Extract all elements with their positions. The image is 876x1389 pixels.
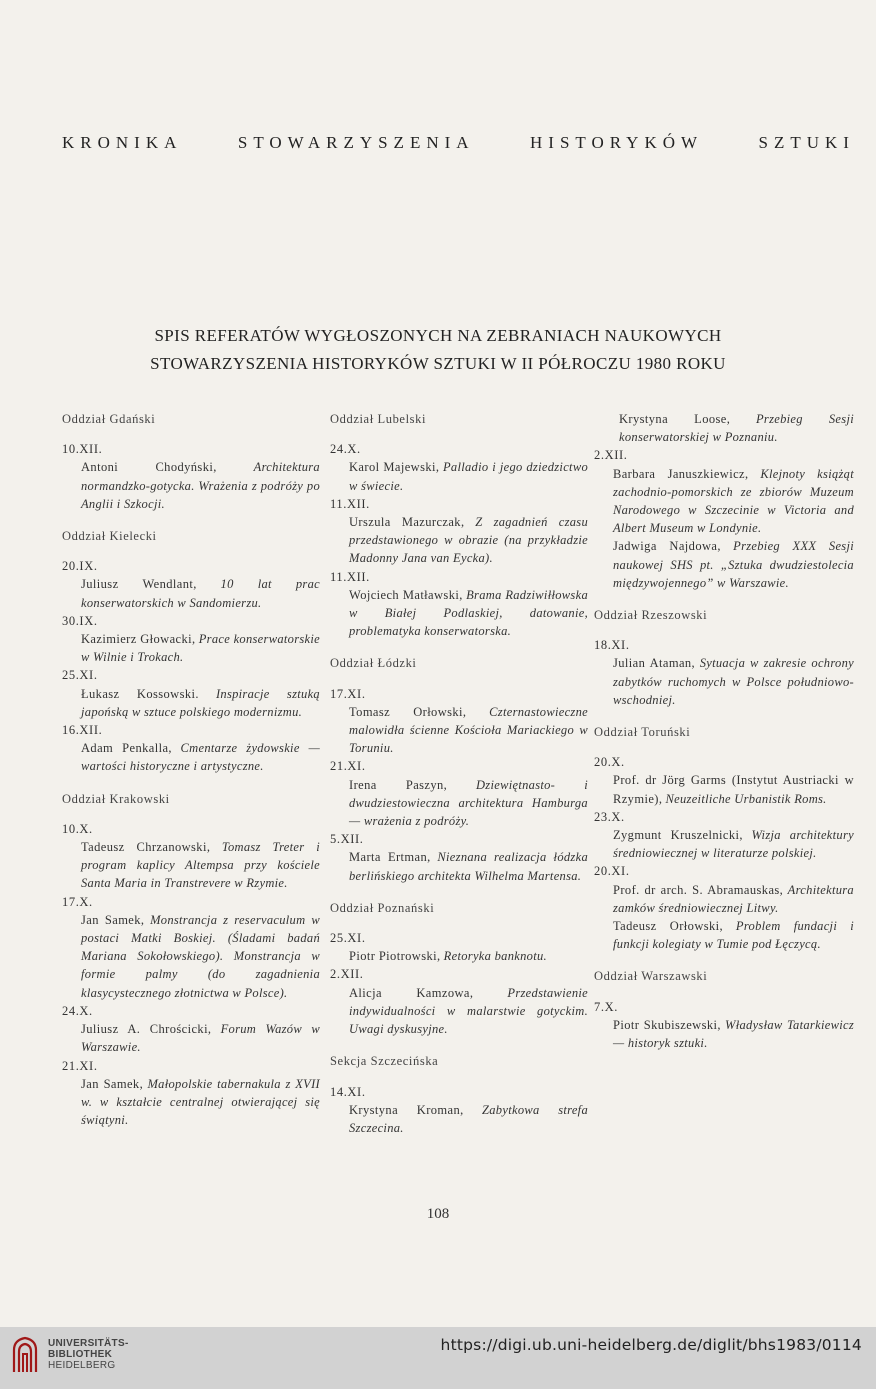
entry-title: 10 lat prac konserwatorskich w Sandomierzu. <box>81 577 320 610</box>
section <box>330 410 588 640</box>
entry-author: Jan Samek, <box>81 1076 144 1091</box>
lecture-entry <box>62 1002 320 1057</box>
entry-date: 24.X. <box>330 442 361 457</box>
entry-title: Klejnoty książąt zachodnio-pomorskich ze zbiorów Muzeum Narodowego w Szczecinie w Victoria and Albert Museum w Londynie. <box>613 466 854 536</box>
entry-author: Jadwiga Najdowa, <box>613 539 721 554</box>
entry-author: Irena Paszyn, <box>349 777 448 792</box>
entry-title: Dziewiętnasto- i dwudziestowieczna architektura Hamburga — wrażenia z podróży. <box>349 777 588 829</box>
logo-line: HEIDELBERG <box>48 1359 116 1371</box>
entry-date: 25.XI. <box>62 668 98 683</box>
lecture-entry <box>594 446 854 537</box>
entry-title: Zabytkowa strefa Szczecina. <box>349 1102 589 1135</box>
column-right-sections <box>594 446 854 1052</box>
section <box>330 899 588 1038</box>
entry-title: Czternastowieczne malowidła ścienne Kościoła Mariackiego w Toruniu. <box>349 704 588 756</box>
entry-date: 30.IX. <box>62 613 98 628</box>
entry-title: Władysław Tatarkiewicz — historyk sztuki. <box>613 1017 854 1051</box>
lecture-entry <box>330 757 588 830</box>
column-right <box>594 410 854 1058</box>
entry-author: Tadeusz Chrzanowski, <box>81 840 211 855</box>
lecture-entry <box>594 862 854 917</box>
entry-date: 20.XI. <box>594 864 630 879</box>
lecture-entry <box>330 1083 588 1138</box>
entry-author: Prof. dr Jörg Garms (Instytut Austriacki w Rzymie), <box>613 773 854 806</box>
lecture-entry <box>62 666 320 721</box>
entry-author: Piotr Piotrowski, <box>349 949 441 964</box>
entry-title: Brama Radziwiłłowska w Białej Podlaskiej, datowanie, problematyka konserwatorska. <box>349 587 588 639</box>
lecture-entry <box>62 1057 320 1130</box>
entry-date: 5.XII. <box>330 832 364 847</box>
entry-date: 11.XII. <box>330 496 370 511</box>
running-head <box>62 133 855 153</box>
entry-title: Prace konserwatorskie w Wilnie i Trokach. <box>81 632 321 665</box>
entry-author: Zygmunt Kruszelnicki, <box>613 828 743 843</box>
entry-date: 10.XII. <box>62 442 103 457</box>
lecture-entry <box>62 820 320 893</box>
entry-author: Alicja Kamzowa, <box>349 985 474 1000</box>
lecture-entry <box>62 893 320 1002</box>
section <box>330 1052 588 1137</box>
entry-date: 11.XII. <box>330 569 370 584</box>
entry-title: Przebieg XXX Sesji naukowej SHS pt. „Sztuka dwudziestolecia międzywojennego” w Warszawie. <box>613 539 855 590</box>
section <box>62 410 320 513</box>
section-heading: Oddział Kielecki <box>62 529 157 544</box>
section <box>62 790 320 1130</box>
entry-date: 14.XI. <box>330 1084 366 1099</box>
lecture-entry <box>594 636 854 709</box>
library-logo[interactable] <box>10 1334 129 1374</box>
entry-date: 23.X. <box>594 809 625 824</box>
lecture-entry <box>62 440 320 513</box>
footer-bar <box>0 1327 876 1389</box>
entry-date: 18.XI. <box>594 638 630 653</box>
entry-title: Małopolskie tabernakula z XVII w. w kształcie centralnej otwierającej się świątyni. <box>81 1076 321 1128</box>
section-heading: Oddział Gdański <box>62 412 156 426</box>
entry-author: Karol Majewski, <box>349 460 440 475</box>
lecture-entry <box>330 495 588 568</box>
entry-author: Jan Samek, <box>81 912 145 927</box>
entry-author: Juliusz A. Chrościcki, <box>81 1022 212 1037</box>
entry-author: Krystyna Kroman, <box>349 1102 464 1117</box>
section <box>330 654 588 884</box>
running-head-word: KRONIKA <box>62 133 183 152</box>
entry-author: Wojciech Matławski, <box>349 587 463 602</box>
lecture-entry <box>594 808 854 863</box>
entry-author: Tomasz Orłowski, <box>349 704 467 719</box>
entry-author: Łukasz Kossowski. <box>81 686 199 701</box>
entry-title: Forum Wazów w Warszawie. <box>81 1022 321 1055</box>
entry-title: Cmentarze żydowskie — wartości historyczne i artystyczne. <box>81 741 320 774</box>
library-seal-icon <box>10 1334 40 1374</box>
title-line-1: SPIS REFERATÓW WYGŁOSZONYCH NA ZEBRANIACH NAUKOWYCH <box>154 326 722 345</box>
entry-author: Juliusz Wendlant, <box>81 577 197 592</box>
page-title <box>0 322 876 378</box>
entry-author: Prof. dr arch. S. Abramauskas, <box>613 882 784 897</box>
entry-date: 17.X. <box>62 894 93 909</box>
entry-title: Architektura zamków średniowiecznej Litwy. <box>613 882 854 915</box>
section <box>594 723 854 953</box>
entry-date: 16.XII. <box>62 723 103 738</box>
entry-title: Problem fundacji i funkcji kolegiaty w Tumie pod Łęczycą. <box>613 919 854 952</box>
entry-date: 21.XI. <box>330 759 366 774</box>
entry-author: Adam Penkalla, <box>81 741 172 756</box>
section-heading: Oddział Łódzki <box>330 656 417 671</box>
logo-line: BIBLIOTHEK <box>48 1348 113 1360</box>
entry-author: Tadeusz Orłowski, <box>613 919 724 934</box>
lecture-entry <box>330 440 588 495</box>
section <box>594 606 854 709</box>
lecture-entry <box>330 685 588 758</box>
lecture-entry <box>594 998 854 1053</box>
entry-title: Palladio i jego dziedzictwo w świecie. <box>349 460 589 493</box>
entry-author: Urszula Mazurczak, <box>349 515 465 530</box>
section-heading: Oddział Poznański <box>330 900 435 915</box>
lecture-entry <box>62 612 320 667</box>
logo-text <box>48 1338 129 1371</box>
section-heading: Sekcja Szczecińska <box>330 1054 439 1069</box>
lecture-entry <box>594 537 854 592</box>
section <box>62 527 320 776</box>
entry-author: Piotr Skubiszewski, <box>613 1017 721 1032</box>
entry-author: Kazimierz Głowacki, <box>81 632 196 647</box>
page-number: 108 <box>426 1206 450 1222</box>
lecture-entry <box>62 721 320 776</box>
entry-title: Tomasz Treter i program kaplicy Altempsa przy kościele Santa Maria in Transtrevere w Rzymie. <box>81 840 320 891</box>
section <box>594 967 854 1052</box>
lecture-entry <box>594 917 854 953</box>
lead-entry <box>594 410 854 446</box>
column-left <box>62 410 320 1135</box>
entry-title: Retoryka banknotu. <box>443 949 547 964</box>
running-head-word: HISTORYKÓW <box>530 133 704 152</box>
entry-title: Wizja architektury średniowiecznej w literaturze polskiej. <box>613 828 854 861</box>
running-head-word: SZTUKI <box>758 133 855 152</box>
entry-date: 25.XI. <box>330 931 366 946</box>
lecture-entry <box>594 753 854 808</box>
entry-title: Sytuacja w zakresie ochrony zabytków ruchomych w Polsce południowo-wschodniej. <box>613 656 854 707</box>
entry-title: Przedstawienie indywidualności w malarstwie gotyckim. Uwagi dyskusyjne. <box>349 985 588 1037</box>
entry-date: 21.XI. <box>62 1058 98 1073</box>
entry-date: 2.XII. <box>330 967 364 982</box>
entry-title: Nieznana realizacja łódzka berlińskiego architekta Wilhelma Martensa. <box>349 850 588 883</box>
section <box>594 446 854 592</box>
title-line-2: STOWARZYSZENIA HISTORYKÓW SZTUKI W II PÓŁROCZU 1980 ROKU <box>150 354 726 373</box>
lecture-entry <box>330 965 588 1038</box>
entry-author: Krystyna Loose, <box>619 412 731 426</box>
lecture-entry <box>330 568 588 641</box>
entry-date: 20.X. <box>594 755 625 770</box>
entry-date: 17.XI. <box>330 686 366 701</box>
entry-date: 20.IX. <box>62 559 98 574</box>
entry-date: 10.X. <box>62 821 93 836</box>
section-heading: Oddział Krakowski <box>62 791 170 806</box>
running-head-word: STOWARZYSZENIA <box>237 133 475 152</box>
entry-title: Architektura normandzko-gotycka. Wrażenia z podróży po Anglii i Szkocji. <box>81 460 320 511</box>
section-heading: Oddział Rzeszowski <box>594 608 708 623</box>
lecture-entry <box>330 830 588 885</box>
entry-title: Neuzeitliche Urbanistik Roms. <box>665 791 827 806</box>
lecture-entry <box>330 929 588 965</box>
section-heading: Oddział Warszawski <box>594 969 708 984</box>
entry-title: Z zagadnień czasu przedstawionego w obrazie (na przykładzie Madonny Jana van Eycka). <box>349 515 588 566</box>
lecture-entry <box>62 557 320 612</box>
entry-title: Inspiracje sztuką japońską w sztuce polskiego modernizmu. <box>81 686 320 719</box>
section-heading: Oddział Toruński <box>594 725 691 740</box>
entry-author: Antoni Chodyński, <box>81 460 217 475</box>
entry-author: Julian Ataman, <box>613 656 696 671</box>
section-heading: Oddział Lubelski <box>330 412 427 426</box>
column-middle <box>330 410 588 1143</box>
source-url[interactable]: https://digi.ub.uni-heidelberg.de/diglit/bhs1983/0114 <box>440 1336 862 1354</box>
entry-author: Barbara Januszkiewicz, <box>613 466 749 481</box>
entry-date: 24.X. <box>62 1003 93 1018</box>
logo-line: UNIVERSITÄTS- <box>48 1337 129 1349</box>
entry-title: Monstrancja z reservaculum w postaci Matki Boskiej. (Śladami badań Mariana Sokołowskiego). Monstrancja w formie palmy (do zagadnienia klasycystecznego złotnictwa w Polsce). <box>81 912 320 1000</box>
entry-date: 7.X. <box>594 999 618 1014</box>
entry-date: 2.XII. <box>594 448 628 463</box>
entry-author: Marta Ertman, <box>349 850 431 865</box>
entry-title: Przebieg Sesji konserwatorskiej w Poznaniu. <box>619 412 854 445</box>
